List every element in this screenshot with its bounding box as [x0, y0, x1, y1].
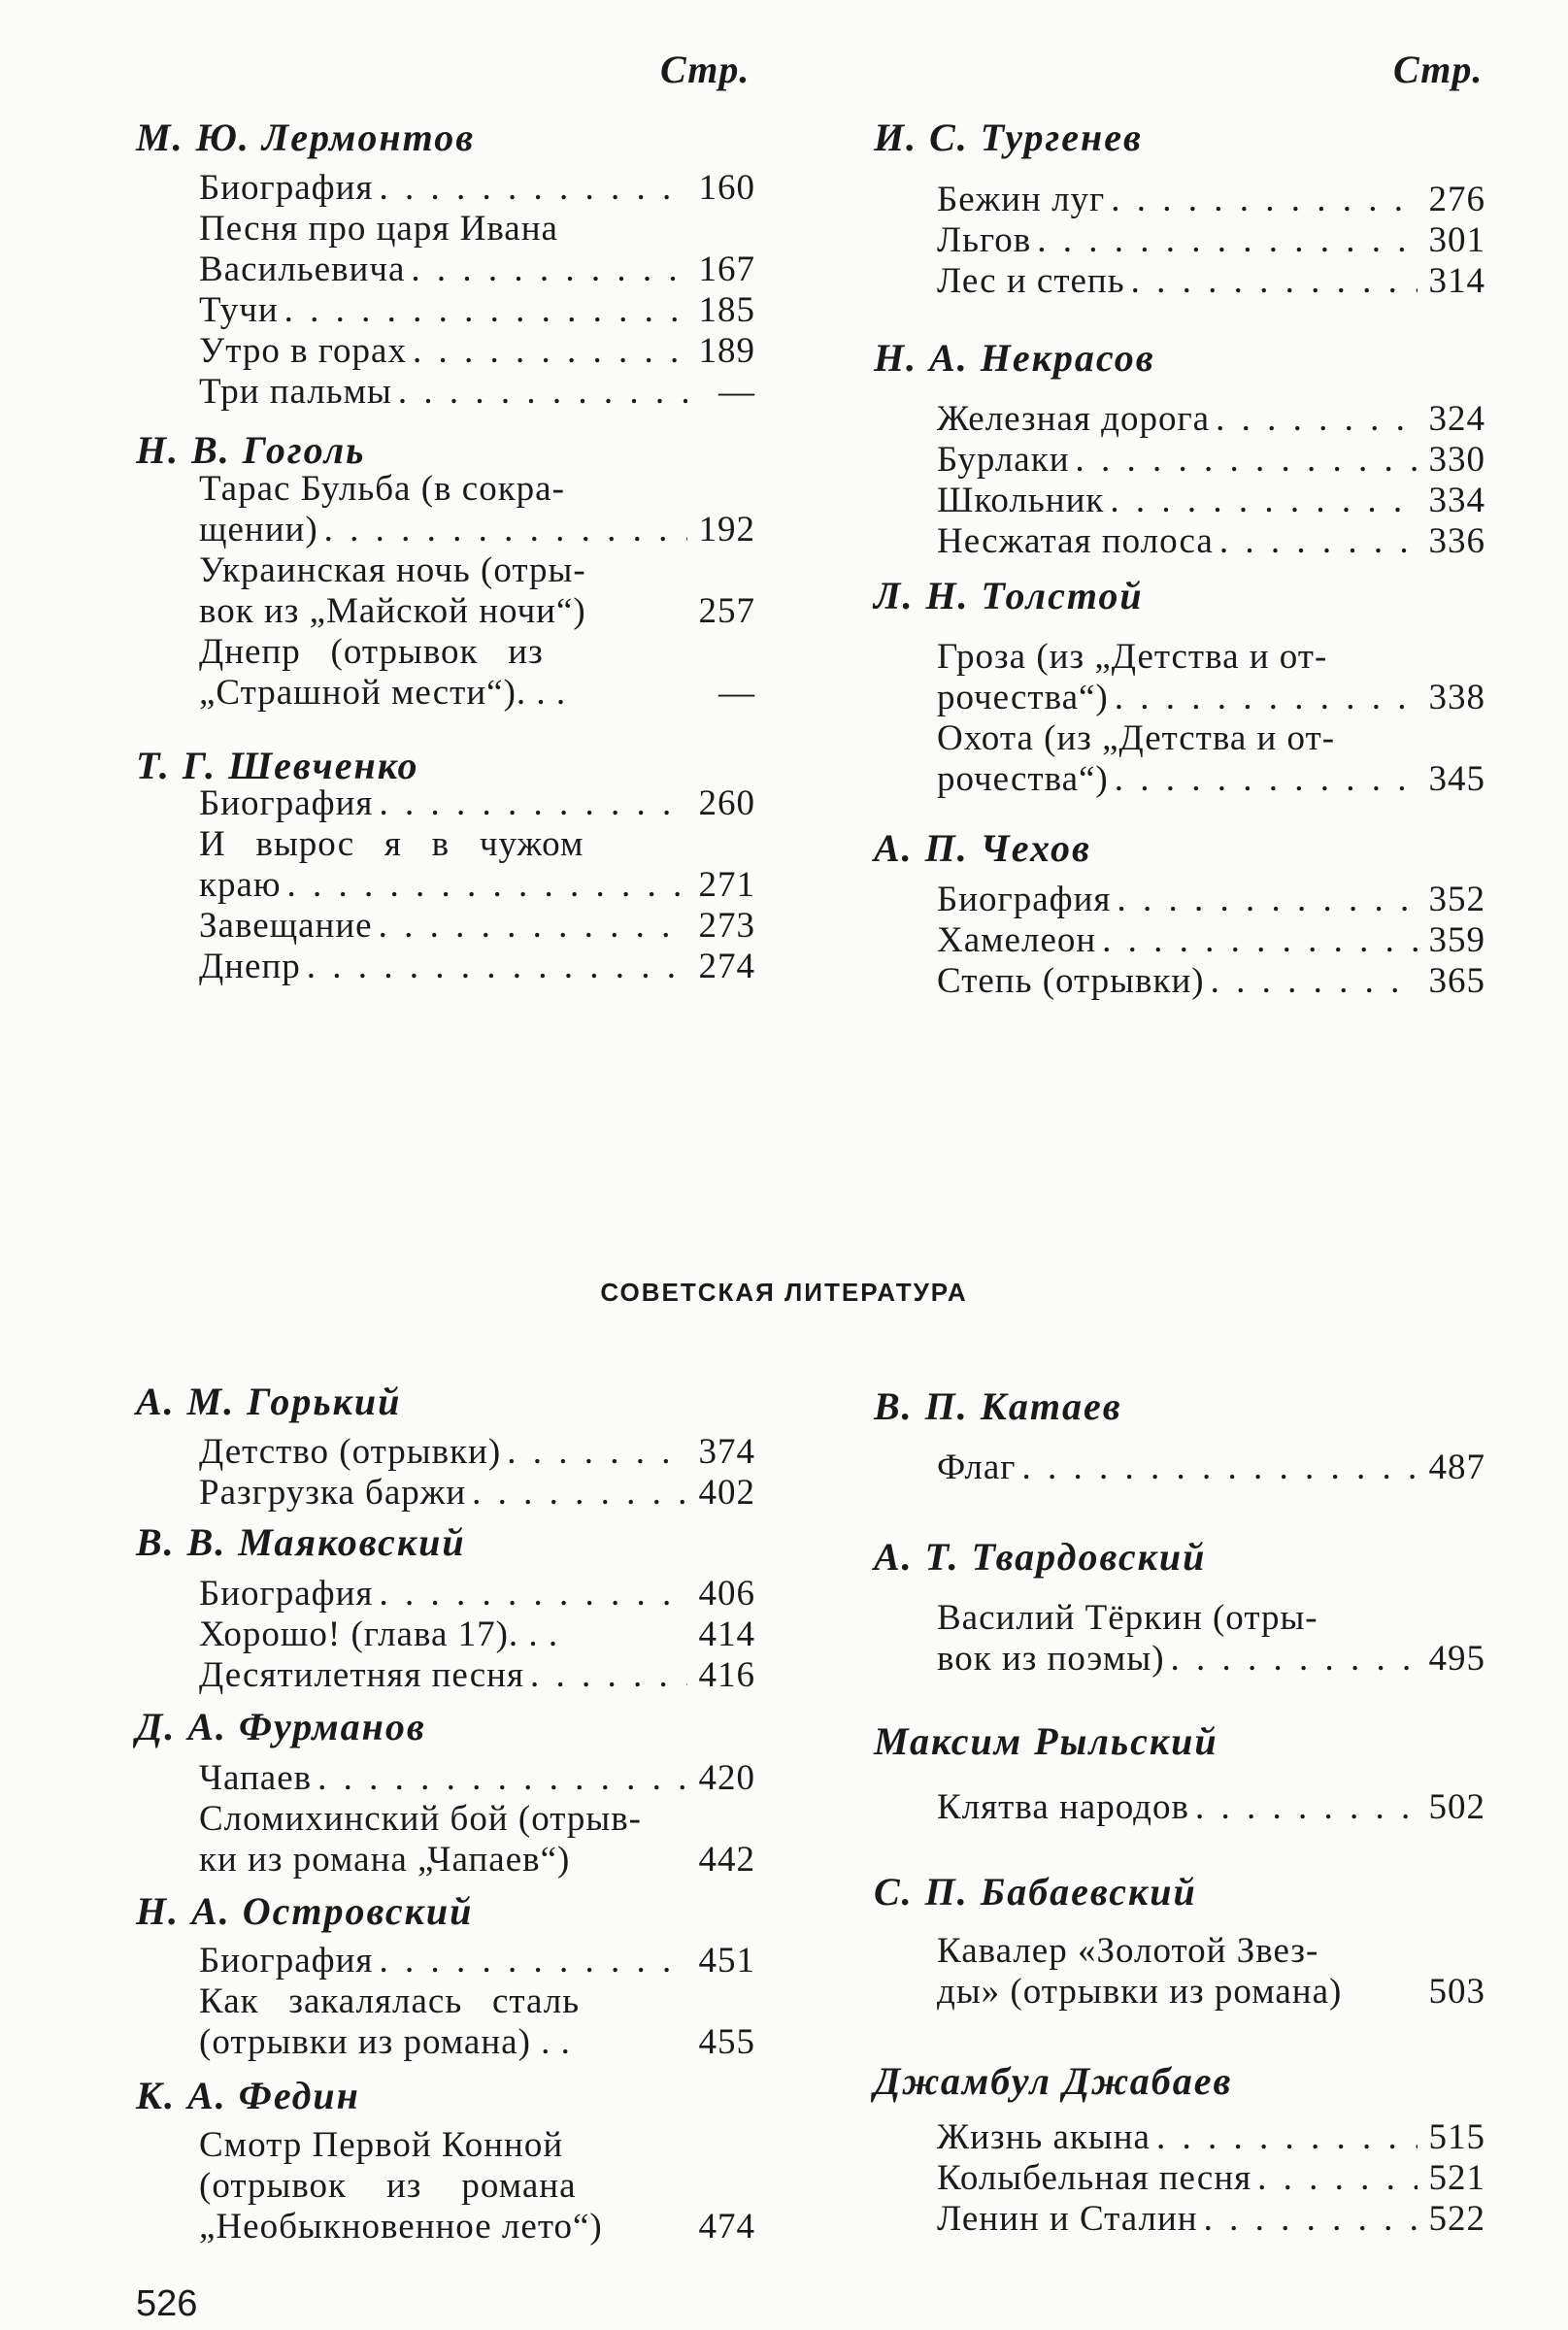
toc-entry — [199, 864, 755, 906]
entry-title: Детство (отрывки) — [199, 1432, 502, 1472]
entry-page-number: 260 — [698, 783, 755, 823]
entry-page-number: 416 — [698, 1655, 755, 1695]
toc-entry — [937, 636, 1485, 678]
entry-page-number: 352 — [1428, 880, 1485, 919]
entry-page-number: 338 — [1428, 678, 1485, 717]
author-name: А. М. Горький — [136, 1380, 402, 1423]
toc-entry — [937, 520, 1485, 562]
entry-page-number: 502 — [1428, 1787, 1485, 1827]
toc-entry — [199, 823, 755, 865]
entry-title: Степь (отрывки) — [937, 961, 1205, 1001]
entry-title: Разгрузка баржи — [199, 1473, 467, 1513]
entry-title: Биография — [199, 168, 374, 208]
dot-leader — [379, 1573, 687, 1614]
entry-title: вок из „Майской ночи“) — [199, 591, 586, 631]
toc-entry — [199, 1839, 755, 1881]
author-name: В. В. Маяковский — [136, 1520, 466, 1564]
entry-page-number: 189 — [698, 331, 755, 371]
dot-leader — [1171, 1638, 1418, 1680]
toc-entry — [937, 439, 1485, 481]
entry-page-number: 455 — [698, 2022, 755, 2062]
toc-entry — [199, 1654, 755, 1696]
section-title: СОВЕТСКАЯ ЛИТЕРАТУРА — [600, 1278, 968, 1307]
toc-entry — [199, 2206, 755, 2247]
dot-leader — [411, 249, 687, 290]
dot-leader — [1115, 677, 1418, 718]
dot-leader — [398, 371, 687, 413]
page-number: 526 — [136, 2283, 198, 2324]
toc-entry — [199, 672, 755, 714]
entry-title: „Страшной мести“). . . — [199, 673, 567, 713]
dot-leader — [1257, 2157, 1418, 2199]
toc-entry — [937, 219, 1485, 261]
author-name: Л. Н. Толстой — [874, 574, 1144, 617]
entry-page-number: 442 — [698, 1840, 755, 1880]
entry-title: Песня про царя Ивана — [199, 209, 558, 249]
toc-entry — [937, 480, 1485, 521]
entry-title: Клятва народов — [937, 1787, 1189, 1827]
dot-leader — [1131, 260, 1418, 302]
entry-page-number: 345 — [1428, 759, 1485, 799]
dot-leader — [1102, 919, 1418, 961]
author-name: В. П. Катаев — [874, 1384, 1122, 1428]
toc-entry — [199, 549, 755, 591]
toc-entry — [199, 2165, 755, 2207]
toc-entry — [937, 398, 1485, 440]
dot-leader — [307, 946, 687, 987]
entry-title: Флаг — [937, 1448, 1017, 1487]
entry-title: Васильевича — [199, 250, 406, 289]
entry-title: рочества“) — [937, 678, 1109, 717]
entry-title: (отрывки из романа) . . — [199, 2022, 571, 2062]
entry-title: Как закалялась сталь — [199, 1981, 581, 2021]
entry-page-number: 365 — [1428, 961, 1485, 1001]
entry-page-number: 330 — [1428, 440, 1485, 480]
dot-leader — [324, 509, 687, 550]
entry-page-number: 167 — [698, 250, 755, 289]
entry-title: Десятилетняя песня — [199, 1655, 524, 1695]
entry-page-number: 451 — [698, 1941, 755, 1980]
toc-entry — [937, 2116, 1485, 2158]
entry-title: Лес и степь — [937, 261, 1125, 301]
toc-entry — [937, 960, 1485, 1002]
toc-entry — [937, 1930, 1485, 1972]
entry-page-number: 301 — [1428, 220, 1485, 260]
toc-entry — [937, 879, 1485, 920]
entry-page-number: 192 — [698, 510, 755, 549]
author-name: Д. А. Фурманов — [136, 1705, 426, 1748]
author-name: Джамбул Джабаев — [874, 2059, 1233, 2103]
dot-leader — [1216, 398, 1418, 440]
author-name: Н. В. Гоголь — [136, 428, 366, 472]
toc-entry — [199, 782, 755, 824]
toc-entry — [199, 1573, 755, 1614]
author-name: М. Ю. Лермонтов — [136, 116, 476, 159]
entry-title: „Необыкновенное лето“) — [199, 2207, 603, 2247]
toc-entry — [199, 2124, 755, 2166]
toc-entry — [937, 758, 1485, 800]
entry-title: Чапаев — [199, 1758, 313, 1798]
entry-title: Сломихинский бой (отрыв- — [199, 1799, 642, 1839]
page-label-left: Стр. — [660, 48, 751, 91]
toc-entry — [199, 946, 755, 987]
entry-title: Три пальмы — [199, 372, 392, 412]
dot-leader — [379, 905, 687, 947]
entry-page-number: 334 — [1428, 481, 1485, 520]
dot-leader — [1219, 520, 1418, 562]
toc-entry — [199, 1940, 755, 1981]
dot-leader — [530, 1654, 687, 1696]
entry-title: краю — [199, 865, 282, 905]
toc-entry — [199, 249, 755, 290]
entry-title: Кавалер «Золотой Звез- — [937, 1931, 1319, 1971]
author-name: Максим Рыльский — [874, 1719, 1218, 1763]
toc-entry — [199, 1798, 755, 1840]
dot-leader — [1204, 2198, 1418, 2240]
page-label-right: Стр. — [1393, 48, 1484, 91]
entry-title: Бежин луг — [937, 180, 1106, 219]
entry-title: Василий Тёркин (отры- — [937, 1598, 1318, 1638]
entry-title: Тарас Бульба (в сокра- — [199, 469, 565, 509]
dot-leader — [379, 782, 687, 824]
entry-page-number: — — [718, 673, 755, 713]
dot-leader — [413, 330, 687, 372]
toc-entry — [199, 590, 755, 632]
entry-page-number: 160 — [698, 168, 755, 208]
dot-leader — [507, 1431, 687, 1473]
entry-title: Хамелеон — [937, 920, 1097, 960]
dot-leader — [472, 1472, 687, 1514]
toc-entry — [199, 1980, 755, 2022]
entry-page-number: 271 — [698, 865, 755, 905]
entry-page-number: 515 — [1428, 2117, 1485, 2157]
entry-title: Смотр Первой Конной — [199, 2125, 564, 2165]
dot-leader — [1076, 439, 1418, 481]
entry-title: Тучи — [199, 290, 279, 330]
toc-entry — [937, 717, 1485, 759]
entry-page-number: 474 — [698, 2207, 755, 2247]
entry-page-number: 495 — [1428, 1639, 1485, 1679]
entry-title: Утро в горах — [199, 331, 407, 371]
author-name: К. А. Федин — [136, 2074, 360, 2117]
entry-page-number: 359 — [1428, 920, 1485, 960]
toc-entry — [937, 1786, 1485, 1828]
entry-title: Гроза (из „Детства и от- — [937, 637, 1328, 677]
entry-title: (отрывок из романа — [199, 2166, 577, 2206]
toc-entry — [199, 167, 755, 209]
dot-leader — [1156, 2116, 1418, 2158]
entry-title: Несжатая полоса — [937, 521, 1214, 561]
toc-entry — [199, 509, 755, 550]
author-name: Т. Г. Шевченко — [136, 744, 419, 787]
toc-entry — [937, 677, 1485, 718]
entry-title: Биография — [199, 1941, 374, 1980]
author-name: А. Т. Твардовский — [874, 1535, 1207, 1579]
toc-entry — [199, 1757, 755, 1799]
entry-title: Жизнь акына — [937, 2117, 1151, 2157]
entry-page-number: 314 — [1428, 261, 1485, 301]
entry-title: Биография — [199, 1574, 374, 1614]
entry-title: Охота (из „Детства и от- — [937, 718, 1336, 758]
entry-page-number: 273 — [698, 906, 755, 946]
entry-title: Льгов — [937, 220, 1032, 260]
dot-leader — [1211, 960, 1418, 1002]
toc-entry — [937, 919, 1485, 961]
entry-page-number: 402 — [698, 1473, 755, 1513]
entry-title: Биография — [937, 880, 1112, 919]
toc-entry — [937, 1971, 1485, 2013]
toc-entry — [937, 179, 1485, 220]
toc-entry — [937, 260, 1485, 302]
entry-page-number: 521 — [1428, 2158, 1485, 2198]
entry-title: рочества“) — [937, 759, 1109, 799]
entry-title: ды» (отрывки из романа) — [937, 1972, 1343, 2012]
entry-page-number: 257 — [698, 591, 755, 631]
entry-title: щении) — [199, 510, 318, 549]
dot-leader — [317, 1757, 687, 1799]
author-name: Н. А. Некрасов — [874, 336, 1155, 380]
entry-page-number: — — [718, 372, 755, 412]
toc-entry — [199, 631, 755, 673]
dot-leader — [287, 864, 687, 906]
dot-leader — [1117, 879, 1418, 920]
entry-title: Днепр — [199, 947, 301, 986]
entry-title: Бурлаки — [937, 440, 1070, 480]
entry-title: Завещание — [199, 906, 373, 946]
toc-entry — [199, 905, 755, 947]
author-name: Н. А. Островский — [136, 1889, 474, 1933]
dot-leader — [284, 289, 687, 331]
toc-entry — [937, 2198, 1485, 2240]
entry-page-number: 420 — [698, 1758, 755, 1798]
dot-leader — [1021, 1447, 1418, 1488]
toc-entry — [937, 2157, 1485, 2199]
entry-title: ки из романа „Чапаев“) — [199, 1840, 571, 1880]
entry-title: Колыбельная песня — [937, 2158, 1252, 2198]
toc-entry — [199, 1472, 755, 1514]
entry-page-number: 185 — [698, 290, 755, 330]
dot-leader — [1110, 480, 1418, 521]
entry-page-number: 324 — [1428, 399, 1485, 439]
entry-page-number: 522 — [1428, 2199, 1485, 2239]
toc-entry — [199, 468, 755, 510]
entry-title: Ленин и Сталин — [937, 2199, 1198, 2239]
entry-title: Днепр (отрывок из — [199, 632, 544, 672]
entry-title: Железная дорога — [937, 399, 1211, 439]
dot-leader — [379, 1940, 687, 1981]
entry-title: И вырос я в чужом — [199, 824, 584, 864]
entry-page-number: 414 — [698, 1614, 755, 1654]
toc-entry — [199, 2021, 755, 2063]
entry-title: Хорошо! (глава 17). . . — [199, 1614, 559, 1654]
entry-title: Биография — [199, 783, 374, 823]
dot-leader — [1111, 179, 1418, 220]
author-name: И. С. Тургенев — [874, 116, 1143, 159]
entry-title: Украинская ночь (отры- — [199, 550, 586, 590]
toc-entry — [937, 1447, 1485, 1488]
entry-title: Школьник — [937, 481, 1105, 520]
dot-leader — [379, 167, 687, 209]
entry-page-number: 503 — [1428, 1972, 1485, 2012]
entry-page-number: 336 — [1428, 521, 1485, 561]
entry-page-number: 274 — [698, 947, 755, 986]
toc-entry — [937, 1597, 1485, 1639]
dot-leader — [1115, 758, 1418, 800]
toc-entry — [199, 1614, 755, 1655]
entry-title: вок из поэмы) — [937, 1639, 1165, 1679]
toc-entry — [199, 1431, 755, 1473]
author-name: С. П. Бабаевский — [874, 1870, 1197, 1914]
toc-entry — [199, 289, 755, 331]
dot-leader — [1195, 1786, 1418, 1828]
entry-page-number: 276 — [1428, 180, 1485, 219]
entry-page-number: 406 — [698, 1574, 755, 1614]
entry-page-number: 374 — [698, 1432, 755, 1472]
toc-entry — [199, 371, 755, 413]
author-name: А. П. Чехов — [874, 826, 1091, 870]
entry-page-number: 487 — [1428, 1448, 1485, 1487]
dot-leader — [1037, 219, 1418, 261]
toc-entry — [937, 1638, 1485, 1680]
toc-entry — [199, 330, 755, 372]
toc-entry — [199, 208, 755, 250]
